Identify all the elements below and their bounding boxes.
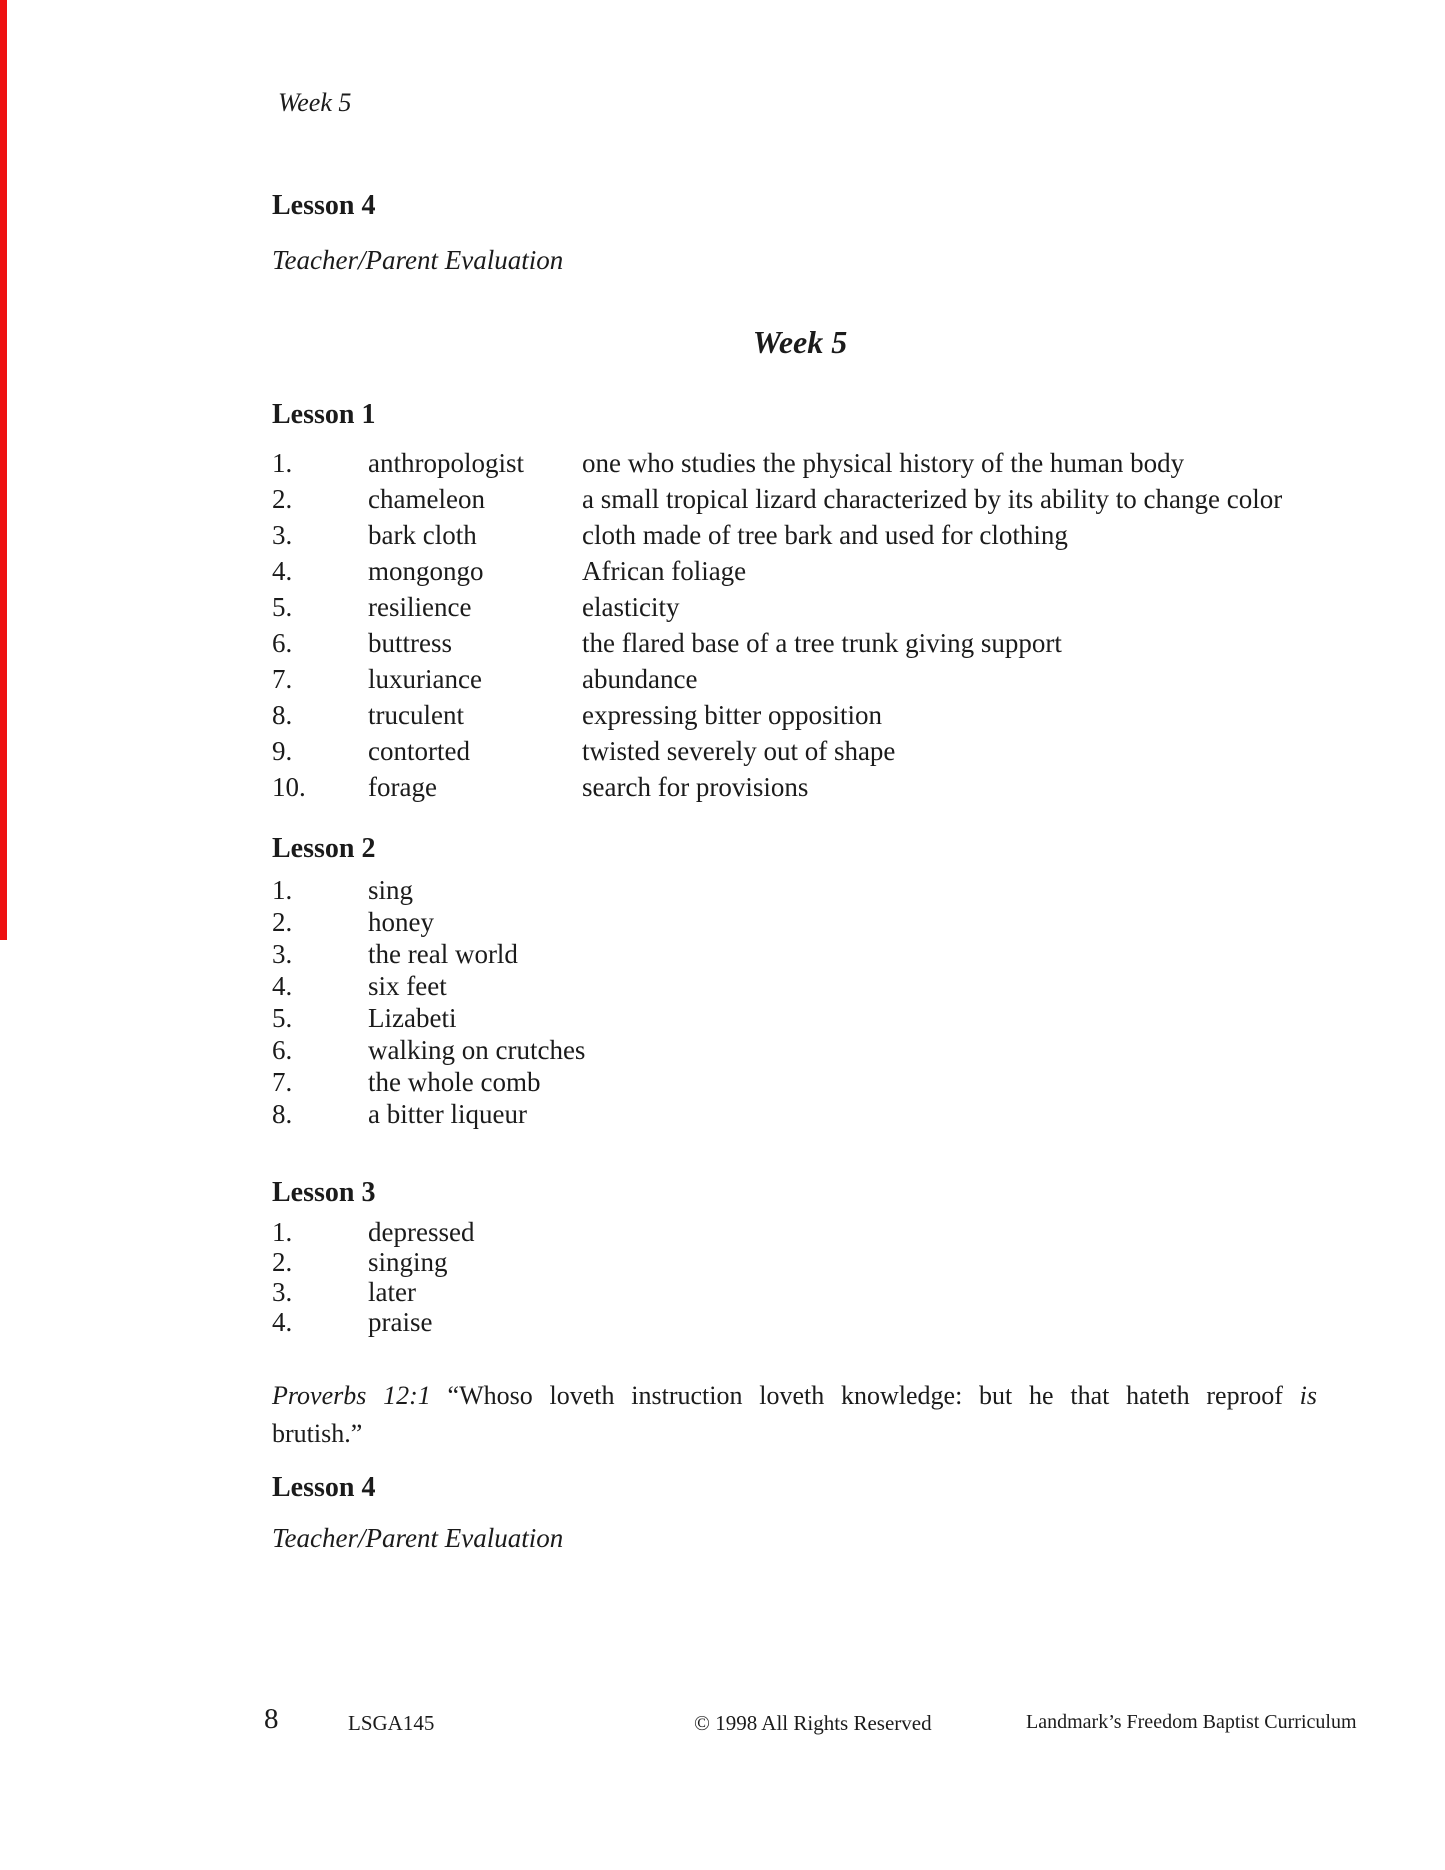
item-word: the whole comb [368,1067,541,1097]
item-number: 2. [272,1247,293,1277]
lesson-4-heading: Lesson 4 [272,1472,376,1503]
list-item [272,589,1372,625]
item-number: 6. [272,1035,293,1065]
running-header: Week 5 [278,88,352,117]
item-number: 2. [272,907,293,937]
item-definition: cloth made of tree bark and used for clothing [582,520,1068,550]
lesson-3-heading: Lesson 3 [272,1177,376,1208]
item-number: 6. [272,628,293,658]
item-word: anthropologist [368,448,524,478]
lesson-1-list [272,445,1372,805]
list-item [272,906,1372,938]
week-title: Week 5 [752,324,848,360]
item-number: 3. [272,520,293,550]
item-definition: a small tropical lizard characterized by its ability to change color [582,484,1283,514]
lesson-4-subtitle: Teacher/Parent Evaluation [272,1523,564,1553]
top-lesson-title: Lesson 4 [272,190,376,221]
lesson-2-heading: Lesson 2 [272,833,376,864]
item-word: later [368,1277,416,1307]
scripture-reference: Proverbs 12:1 [272,1381,431,1410]
item-word: luxuriance [368,664,482,694]
item-number: 1. [272,1217,293,1247]
item-word: buttress [368,628,452,658]
item-number: 1. [272,448,293,478]
list-item [272,1307,1372,1337]
list-item [272,938,1372,970]
item-number: 4. [272,556,293,586]
top-lesson-subtitle: Teacher/Parent Evaluation [272,245,564,275]
list-item [272,625,1372,661]
item-number: 5. [272,592,293,622]
item-word: singing [368,1247,448,1277]
item-number: 4. [272,971,293,1001]
item-definition: African foliage [582,556,747,586]
item-word: sing [368,875,414,905]
list-item [272,553,1372,589]
scripture-text: “Whoso loveth instruction loveth knowledge: but he that hateth reproof [447,1381,1283,1410]
list-item [272,1002,1372,1034]
list-item [272,769,1372,805]
scripture-quote-line2: brutish.” [272,1419,363,1448]
item-word: forage [368,772,437,802]
item-number: 1. [272,875,293,905]
list-item [272,481,1372,517]
item-number: 7. [272,664,293,694]
item-definition: abundance [582,664,698,694]
item-word: bark cloth [368,520,477,550]
list-item [272,733,1372,769]
item-definition: expressing bitter opposition [582,700,882,730]
item-definition: the flared base of a tree trunk giving support [582,628,1062,658]
item-number: 3. [272,939,293,969]
scripture-italic-word: is [1299,1381,1318,1410]
list-item [272,1247,1372,1277]
list-item [272,970,1372,1002]
list-item [272,661,1372,697]
list-item [272,445,1372,481]
item-word: walking on crutches [368,1035,586,1065]
list-item [272,1277,1372,1307]
list-item [272,1217,1372,1247]
item-number: 8. [272,700,293,730]
item-definition: elasticity [582,592,680,622]
list-item [272,1034,1372,1066]
item-word: mongongo [368,556,484,586]
item-word: Lizabeti [368,1003,457,1033]
item-number: 5. [272,1003,293,1033]
list-item [272,874,1372,906]
item-word: praise [368,1307,433,1337]
item-word: honey [368,907,434,937]
list-item [272,1066,1372,1098]
lesson-1-heading: Lesson 1 [272,399,376,430]
item-number: 10. [272,772,306,802]
footer-copyright: © 1998 All Rights Reserved [694,1711,932,1735]
item-word: contorted [368,736,470,766]
lesson-3-list [272,1217,1372,1337]
item-word: chameleon [368,484,485,514]
list-item [272,1098,1372,1130]
item-word: the real world [368,939,518,969]
item-word: six feet [368,971,447,1001]
list-item [272,517,1372,553]
footer-publisher: Landmark’s Freedom Baptist Curriculum [1026,1711,1357,1733]
item-definition: one who studies the physical history of the human body [582,448,1185,478]
item-word: a bitter liqueur [368,1099,527,1129]
item-word: truculent [368,700,464,730]
item-definition: search for provisions [582,772,809,802]
list-item [272,697,1372,733]
item-definition: twisted severely out of shape [582,736,896,766]
item-number: 7. [272,1067,293,1097]
footer-course-code: LSGA145 [348,1711,435,1735]
scan-artifact-red-line [0,0,7,940]
item-number: 2. [272,484,293,514]
item-number: 8. [272,1099,293,1129]
item-number: 9. [272,736,293,766]
item-number: 4. [272,1307,293,1337]
lesson-2-list [272,874,1372,1130]
footer-page-number: 8 [264,1703,279,1735]
scripture-quote-line1 [272,1377,1317,1415]
item-word: depressed [368,1217,475,1247]
item-number: 3. [272,1277,293,1307]
item-word: resilience [368,592,472,622]
scripture-quote [272,1377,1317,1453]
